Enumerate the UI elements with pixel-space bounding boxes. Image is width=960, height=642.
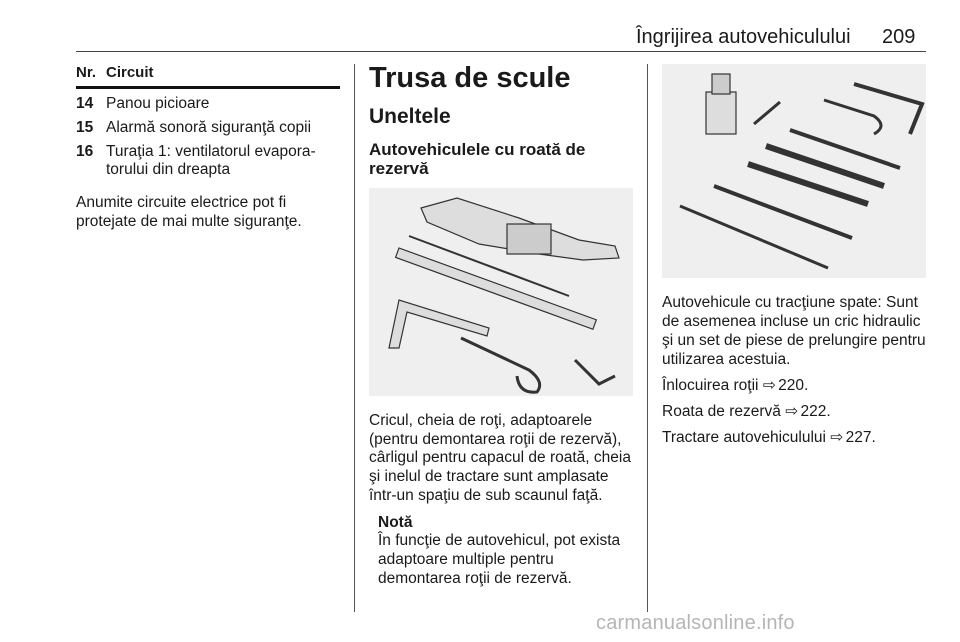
row-nr: 14	[76, 95, 94, 112]
header-rule	[76, 51, 926, 52]
fuse-note-paragraph: Anumite circuite electrice pot fi protejate de mai multe siguranţe.	[76, 194, 302, 230]
col-nr-header: Nr.	[76, 64, 97, 81]
ref-text: Roata de rezervă	[662, 403, 781, 420]
note-text: În funcţie de autovehicul, pot exista adaptoare multiple pentru demontarea roţii de rezervă.	[378, 532, 621, 587]
jack-base-icon	[507, 224, 551, 254]
tool-kit-paragraph: Cricul, cheia de roţi, adaptoarele (pentru demontarea roţii de rezervă), cârligul pentru capacul de roată, cheia şi inelul de tractare sunt amplasate într-un spaţiu de sub scaunul faţă.	[369, 412, 631, 504]
ref-page-link[interactable]: 222.	[800, 403, 831, 420]
column-divider	[647, 64, 648, 612]
table-row	[76, 143, 340, 179]
note-label: Notă	[378, 513, 413, 531]
ref-page-link[interactable]: 220.	[778, 377, 809, 394]
ref-text: Înlocuirea roţii	[662, 377, 759, 394]
extension-piece-icon	[766, 146, 884, 186]
towing-eye-icon	[824, 100, 881, 134]
rwd-paragraph: Autovehicule cu tracţiune spate: Sunt de asemenea incluse un cric hidraulic şi un set de piese de prelungire pentru utilizarea acestuia.	[662, 294, 926, 368]
hook-key-icon	[575, 360, 615, 384]
page-number: 209	[882, 26, 916, 48]
row-nr: 16	[76, 143, 94, 160]
section-title: Trusa de scule	[369, 62, 571, 94]
watermark: carmanualsonline.info	[596, 612, 795, 634]
reference-arrow-icon: ⇨	[785, 403, 799, 420]
cross-reference	[662, 402, 928, 421]
extension-rod-icon	[680, 206, 828, 268]
note-box	[378, 514, 637, 589]
hydraulic-jack-illustration	[662, 64, 926, 278]
tool-kit-illustration	[369, 188, 633, 396]
cross-reference	[662, 376, 928, 395]
section-subtitle: Uneltele	[369, 105, 451, 128]
ref-page-link[interactable]: 227.	[845, 429, 876, 446]
t-key-icon	[754, 102, 780, 124]
table-row	[76, 95, 340, 113]
column-divider	[354, 64, 355, 612]
l-wrench-icon	[389, 300, 489, 348]
section-subsubtitle: Autovehiculele cu roată de rezervă	[369, 140, 586, 178]
right-column	[662, 293, 928, 454]
bottle-jack-icon	[706, 92, 736, 134]
towing-eye-icon	[461, 338, 540, 392]
left-column	[76, 64, 340, 231]
tool-kit-drawing	[369, 188, 633, 396]
hydraulic-jack-drawing	[662, 64, 926, 278]
extension-piece-icon	[748, 164, 868, 204]
ref-text: Tractare autovehiculului	[662, 429, 826, 446]
table-row	[76, 119, 340, 137]
col-circuit-header: Circuit	[106, 64, 154, 81]
page-header-title: Îngrijirea autovehiculului	[636, 26, 851, 48]
middle-column	[369, 60, 637, 588]
cross-reference	[662, 428, 928, 447]
row-nr: 15	[76, 119, 94, 136]
reference-arrow-icon: ⇨	[830, 429, 844, 446]
row-text: Alarmă sonoră siguranţă copii	[106, 119, 312, 136]
jack-ram-icon	[712, 74, 730, 94]
reference-arrow-icon: ⇨	[762, 377, 776, 394]
row-text: Panou picioare	[106, 95, 210, 112]
l-wrench-icon	[854, 84, 922, 134]
row-text: Turaţia 1: ventilatorul evapora-torului din dreapta	[106, 143, 316, 178]
fuse-table-header	[76, 64, 340, 89]
